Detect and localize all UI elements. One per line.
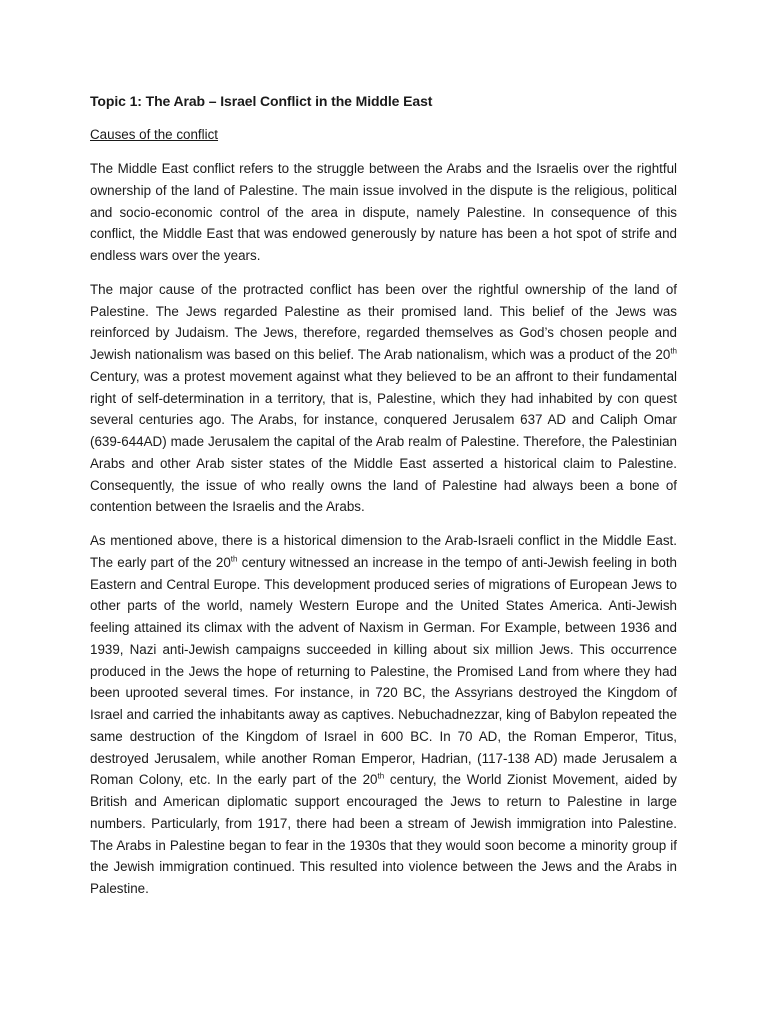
paragraph-2-text-a: The major cause of the protracted conflict has been over the rightful ownership of the land of Palestine. The Jews regarded Palestine as their promised land. This belief of the Jews was reinforced by Judaism. The Jews, therefore, regarded themselves as God’s chosen people and Jewish nationalism was based on this belief. The Arab nationalism, which was a product of the 20 — [90, 281, 677, 362]
paragraph-3 — [90, 530, 677, 900]
paragraph-1 — [90, 158, 677, 267]
paragraph-2-superscript: th — [670, 346, 677, 356]
paragraph-2-text-b: Century, was a protest movement against what they believed to be an affront to their fundamental right of self-determination in a territory, that is, Palestine, which they had inhabited by con quest several centuries ago. The Arabs, for instance, conquered Jerusalem 637 AD and Caliph Omar (639-644AD) made Jerusalem the capital of the Arab realm of Palestine. Therefore, the Palestinian Arabs and other Arab sister states of the Middle East asserted a historical claim to Palestine. Consequently, the issue of who really owns the land of Palestine had always been a bone of contention between the Israelis and the Arabs. — [90, 368, 677, 515]
paragraph-3-superscript-2: th — [377, 771, 385, 781]
paragraph-3-text-b: century witnessed an increase in the tempo of anti-Jewish feeling in both Eastern and Central Europe. This development produced series of migrations of European Jews to other parts of the world, namely Western Europe and the United States America. Anti-Jewish feeling attained its climax with the advent of Naxism in German. For Example, between 1936 and 1939, Nazi anti-Jewish campaigns succeeded in killing about six million Jews. This occurrence produced in the Jews the hope of returning to Palestine, the Promised Land from where they had been uprooted several times. For instance, in 720 BC, the Assyrians destroyed the Kingdom of Israel and carried the inhabitants away as captives. Nebuchadnezzar, king of Babylon repeated the same destruction of the Kingdom of Israel in 600 BC. In 70 AD, the Roman Emperor, Titus, destroyed Jerusalem, while another Roman Emperor, Hadrian, (117-138 AD) made Jerusalem a Roman Colony, etc. In the early part of the 20 — [90, 554, 677, 788]
document-page — [90, 90, 677, 912]
paragraph-1-text: The Middle East conflict refers to the struggle between the Arabs and the Israelis over the rightful ownership of the land of Palestine. The main issue involved in the dispute is the religious, political and socio-economic control of the area in dispute, namely Palestine. In consequence of this conflict, the Middle East that was endowed generously by nature has been a hot spot of strife and endless wars over the years. — [90, 161, 677, 263]
paragraph-2 — [90, 279, 677, 518]
section-subheading: Causes of the conflict — [90, 127, 219, 142]
paragraph-3-superscript-1: th — [230, 554, 238, 564]
paragraph-3-text-c: century, the World Zionist Movement, aided by British and American diplomatic support encouraged the Jews to return to Palestine in large numbers. Particularly, from 1917, there had been a stream of Jewish immigration into Palestine. The Arabs in Palestine began to fear in the 1930s that they would soon become a minority group if the Jewish immigration continued. This resulted into violence between the Jews and the Arabs in Palestine. — [90, 772, 677, 896]
paragraph-3-text-a: As mentioned above, there is a historical dimension to the Arab-Israeli conflict in the Middle East. The early part of the 20 — [90, 533, 677, 570]
document-title: Topic 1: The Arab – Israel Conflict in the Middle East — [90, 93, 433, 109]
